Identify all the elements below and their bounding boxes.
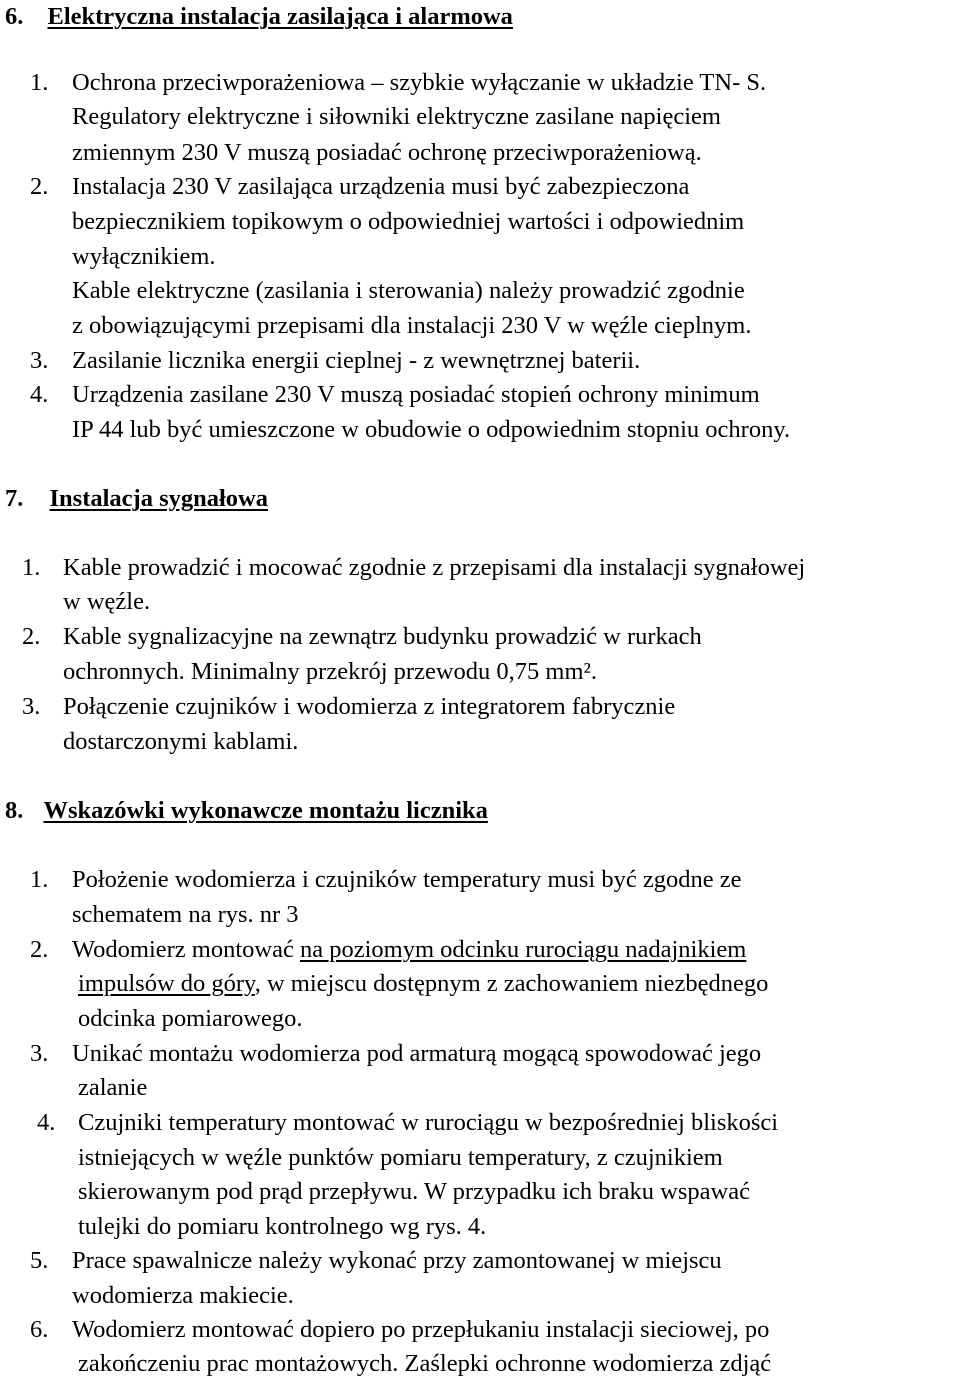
s8-item-4-number: 4.	[37, 1109, 56, 1136]
s6-item-1-line: Ochrona przeciwporażeniowa – szybkie wyłączanie w układzie TN- S.	[72, 69, 767, 96]
s8-item-4-line: Czujniki temperatury montować w rurociągu w bezpośredniej bliskości	[78, 1109, 779, 1136]
s6-item-4-line: IP 44 lub być umieszczone w obudowie o odpowiednim stopniu ochrony.	[72, 416, 791, 443]
s8-item-6-line: Wodomierz montować dopiero po przepłukaniu instalacji sieciowej, po	[72, 1316, 770, 1343]
section-7-title: Instalacja sygnałowa	[49, 485, 268, 512]
s8-item-2-underlined-text: impulsów do góry	[78, 970, 255, 997]
s6-item-2-line: z obowiązującymi przepisami dla instalacji 230 V w węźle cieplnym.	[72, 312, 752, 339]
s8-item-3-line: zalanie	[78, 1074, 148, 1101]
s7-item-2-number: 2.	[22, 623, 41, 650]
s6-item-2-number: 2.	[30, 173, 49, 200]
section-7-number: 7.	[5, 485, 24, 512]
s8-item-3-number: 3.	[30, 1040, 49, 1067]
s8-item-1-line: schematem na rys. nr 3	[72, 901, 299, 928]
s8-item-1-line: Położenie wodomierza i czujników temperatury musi być zgodne ze	[72, 866, 742, 893]
s7-item-2-line: Kable sygnalizacyjne na zewnątrz budynku prowadzić w rurkach	[63, 623, 702, 650]
s6-item-1-number: 1.	[30, 69, 49, 96]
section-6-number: 6.	[5, 3, 24, 30]
s8-item-2-line-1	[72, 933, 746, 967]
s7-item-3-line: dostarczonymi kablami.	[63, 728, 299, 755]
s6-item-1-line: zmiennym 230 V muszą posiadać ochronę przeciwporażeniową.	[72, 139, 702, 166]
s6-item-3-number: 3.	[30, 347, 49, 374]
s8-item-3-line: Unikać montażu wodomierza pod armaturą mogącą spowodować jego	[72, 1040, 762, 1067]
s8-item-2-text: , w miejscu dostępnym z zachowaniem niezbędnego	[254, 970, 769, 997]
s6-item-3-line: Zasilanie licznika energii cieplnej - z wewnętrznej baterii.	[72, 347, 641, 374]
s6-item-4-line: Urządzenia zasilane 230 V muszą posiadać stopień ochrony minimum	[72, 381, 760, 408]
section-6-heading	[5, 0, 513, 34]
s6-item-2-line: wyłącznikiem.	[72, 243, 216, 270]
s8-item-6-number: 6.	[30, 1316, 49, 1343]
s6-item-2-line: bezpiecznikiem topikowym o odpowiedniej wartości i odpowiednim	[72, 208, 745, 235]
s7-item-2-line: ochronnych. Minimalny przekrój przewodu 0,75 mm².	[63, 658, 597, 685]
s8-item-1-number: 1.	[30, 866, 49, 893]
s8-item-4-line: skierowanym pod prąd przepływu. W przypadku ich braku wspawać	[78, 1178, 750, 1205]
s6-item-2-line: Instalacja 230 V zasilająca urządzenia musi być zabezpieczona	[72, 173, 690, 200]
s8-item-5-line: Prace spawalnicze należy wykonać przy zamontowanej w miejscu	[72, 1247, 722, 1274]
s8-item-2-line-3: odcinka pomiarowego.	[78, 1005, 303, 1032]
s8-item-2-text: Wodomierz montować	[72, 936, 300, 963]
s7-item-1-line: Kable prowadzić i mocować zgodnie z przepisami dla instalacji sygnałowej	[63, 554, 806, 581]
section-6-title: Elektryczna instalacja zasilająca i alarmowa	[47, 3, 513, 30]
s8-item-2-line-2	[78, 967, 768, 1001]
s7-item-1-line: w węźle.	[63, 588, 151, 615]
s8-item-2-number: 2.	[30, 936, 49, 963]
s8-item-5-number: 5.	[30, 1247, 49, 1274]
s6-item-1-line: Regulatory elektryczne i siłowniki elektryczne zasilane napięciem	[72, 103, 721, 130]
s8-item-6-line: zakończeniu prac montażowych. Zaślepki ochronne wodomierza zdjąć	[78, 1350, 772, 1377]
s8-item-5-line: wodomierza makiecie.	[72, 1282, 294, 1309]
s8-item-4-line: istniejących w węźle punktów pomiaru temperatury, z czujnikiem	[78, 1144, 723, 1171]
s7-item-3-line: Połączenie czujników i wodomierza z integratorem fabrycznie	[63, 693, 676, 720]
s8-item-4-line: tulejki do pomiaru kontrolnego wg rys. 4.	[78, 1213, 487, 1240]
section-7-heading	[5, 482, 268, 516]
section-8-heading	[5, 794, 488, 828]
section-8-title: Wskazówki wykonawcze montażu licznika	[43, 797, 488, 824]
s7-item-3-number: 3.	[22, 693, 41, 720]
s7-item-1-number: 1.	[22, 554, 41, 581]
s8-item-2-underlined-text: na poziomym odcinku rurociągu nadajnikiem	[300, 936, 747, 963]
section-8-number: 8.	[5, 797, 24, 824]
s6-item-4-number: 4.	[30, 381, 49, 408]
s6-item-2-line: Kable elektryczne (zasilania i sterowania) należy prowadzić zgodnie	[72, 277, 745, 304]
